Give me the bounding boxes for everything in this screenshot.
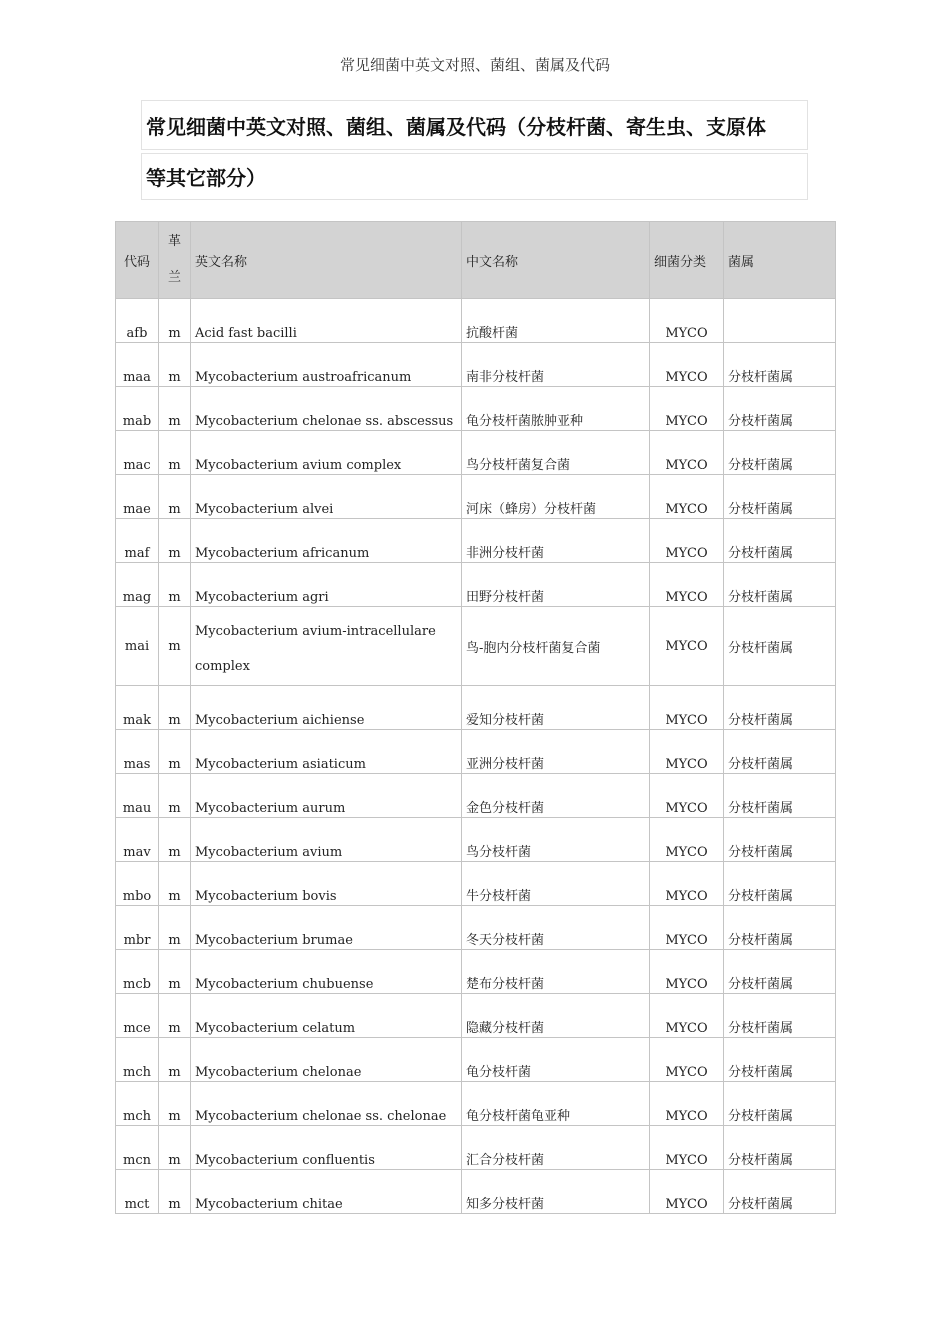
cell-gram: m bbox=[159, 906, 191, 950]
cell-chinese-name: 冬天分枝杆菌 bbox=[462, 906, 650, 950]
cell-code: mch bbox=[116, 1038, 159, 1082]
cell-classification: MYCO bbox=[650, 607, 724, 686]
cell-genus: 分枝杆菌属 bbox=[724, 1126, 836, 1170]
cell-classification: MYCO bbox=[650, 1170, 724, 1214]
table-row bbox=[116, 607, 836, 686]
cell-gram: m bbox=[159, 563, 191, 607]
cell-code: maa bbox=[116, 343, 159, 387]
table-row bbox=[116, 299, 836, 343]
cell-classification: MYCO bbox=[650, 563, 724, 607]
cell-classification: MYCO bbox=[650, 686, 724, 730]
cell-gram: m bbox=[159, 1170, 191, 1214]
cell-genus: 分枝杆菌属 bbox=[724, 607, 836, 686]
table-row bbox=[116, 1126, 836, 1170]
cell-chinese-name: 非洲分枝杆菌 bbox=[462, 519, 650, 563]
header-english-name: 英文名称 bbox=[191, 222, 462, 299]
cell-genus: 分枝杆菌属 bbox=[724, 774, 836, 818]
cell-code: mai bbox=[116, 607, 159, 686]
cell-gram: m bbox=[159, 950, 191, 994]
cell-chinese-name: 南非分枝杆菌 bbox=[462, 343, 650, 387]
header-chinese-name: 中文名称 bbox=[462, 222, 650, 299]
cell-genus: 分枝杆菌属 bbox=[724, 387, 836, 431]
cell-english-name: Mycobacterium austroafricanum bbox=[191, 343, 462, 387]
table-row bbox=[116, 950, 836, 994]
cell-gram: m bbox=[159, 431, 191, 475]
cell-code: mak bbox=[116, 686, 159, 730]
cell-gram: m bbox=[159, 1126, 191, 1170]
cell-chinese-name: 汇合分枝杆菌 bbox=[462, 1126, 650, 1170]
cell-code: mbr bbox=[116, 906, 159, 950]
cell-chinese-name: 鸟分枝杆菌复合菌 bbox=[462, 431, 650, 475]
cell-english-name: Mycobacterium alvei bbox=[191, 475, 462, 519]
header-gram bbox=[159, 222, 191, 299]
table-row bbox=[116, 686, 836, 730]
cell-english-name: Acid fast bacilli bbox=[191, 299, 462, 343]
cell-gram: m bbox=[159, 519, 191, 563]
cell-genus: 分枝杆菌属 bbox=[724, 906, 836, 950]
cell-classification: MYCO bbox=[650, 475, 724, 519]
cell-chinese-name: 爱知分枝杆菌 bbox=[462, 686, 650, 730]
cell-gram: m bbox=[159, 994, 191, 1038]
cell-english-name: Mycobacterium aurum bbox=[191, 774, 462, 818]
header-classification: 细菌分类 bbox=[650, 222, 724, 299]
document-title-line-1: 常见细菌中英文对照、菌组、菌属及代码（分枝杆菌、寄生虫、支原体 bbox=[141, 100, 808, 150]
cell-chinese-name: 鸟分枝杆菌 bbox=[462, 818, 650, 862]
cell-english-name: Mycobacterium chelonae bbox=[191, 1038, 462, 1082]
cell-chinese-name: 龟分枝杆菌龟亚种 bbox=[462, 1082, 650, 1126]
cell-code: mau bbox=[116, 774, 159, 818]
cell-chinese-name: 抗酸杆菌 bbox=[462, 299, 650, 343]
cell-english-name: Mycobacterium confluentis bbox=[191, 1126, 462, 1170]
cell-english-name-line-2: complex bbox=[195, 659, 250, 674]
cell-classification: MYCO bbox=[650, 1038, 724, 1082]
cell-chinese-name: 楚布分枝杆菌 bbox=[462, 950, 650, 994]
cell-genus: 分枝杆菌属 bbox=[724, 950, 836, 994]
cell-chinese-name: 知多分枝杆菌 bbox=[462, 1170, 650, 1214]
cell-classification: MYCO bbox=[650, 519, 724, 563]
cell-english-name bbox=[191, 607, 462, 686]
cell-chinese-name: 河床（蜂房）分枝杆菌 bbox=[462, 475, 650, 519]
cell-code: mcn bbox=[116, 1126, 159, 1170]
cell-code: afb bbox=[116, 299, 159, 343]
cell-chinese-name: 鸟-胞内分枝杆菌复合菌 bbox=[462, 607, 650, 686]
cell-chinese-name: 牛分枝杆菌 bbox=[462, 862, 650, 906]
cell-english-name: Mycobacterium chitae bbox=[191, 1170, 462, 1214]
cell-gram: m bbox=[159, 730, 191, 774]
cell-chinese-name: 亚洲分枝杆菌 bbox=[462, 730, 650, 774]
table-row bbox=[116, 387, 836, 431]
cell-english-name: Mycobacterium bovis bbox=[191, 862, 462, 906]
cell-genus: 分枝杆菌属 bbox=[724, 519, 836, 563]
cell-english-name: Mycobacterium avium bbox=[191, 818, 462, 862]
table-header-row bbox=[116, 222, 836, 299]
cell-gram: m bbox=[159, 607, 191, 686]
cell-classification: MYCO bbox=[650, 299, 724, 343]
cell-classification: MYCO bbox=[650, 774, 724, 818]
cell-chinese-name: 龟分枝杆菌 bbox=[462, 1038, 650, 1082]
cell-code: mac bbox=[116, 431, 159, 475]
cell-gram: m bbox=[159, 1038, 191, 1082]
running-header: 常见细菌中英文对照、菌组、菌属及代码 bbox=[339, 56, 610, 74]
cell-english-name: Mycobacterium avium complex bbox=[191, 431, 462, 475]
table-row bbox=[116, 730, 836, 774]
cell-chinese-name: 金色分枝杆菌 bbox=[462, 774, 650, 818]
cell-chinese-name: 隐藏分枝杆菌 bbox=[462, 994, 650, 1038]
cell-code: mce bbox=[116, 994, 159, 1038]
cell-gram: m bbox=[159, 686, 191, 730]
cell-code: mas bbox=[116, 730, 159, 774]
table-row bbox=[116, 818, 836, 862]
cell-code: mae bbox=[116, 475, 159, 519]
cell-gram: m bbox=[159, 862, 191, 906]
table-row bbox=[116, 1170, 836, 1214]
cell-classification: MYCO bbox=[650, 343, 724, 387]
cell-classification: MYCO bbox=[650, 818, 724, 862]
cell-classification: MYCO bbox=[650, 431, 724, 475]
table-row bbox=[116, 431, 836, 475]
table-row bbox=[116, 563, 836, 607]
header-genus: 菌属 bbox=[724, 222, 836, 299]
cell-genus: 分枝杆菌属 bbox=[724, 862, 836, 906]
cell-code: mab bbox=[116, 387, 159, 431]
document-title-line-2: 等其它部分） bbox=[141, 153, 808, 200]
cell-english-name-line-1: Mycobacterium avium-intracellulare bbox=[195, 624, 436, 639]
cell-english-name: Mycobacterium celatum bbox=[191, 994, 462, 1038]
cell-genus: 分枝杆菌属 bbox=[724, 994, 836, 1038]
cell-chinese-name: 田野分枝杆菌 bbox=[462, 563, 650, 607]
cell-genus: 分枝杆菌属 bbox=[724, 1170, 836, 1214]
cell-classification: MYCO bbox=[650, 862, 724, 906]
header-gram-bottom: 兰 bbox=[167, 270, 181, 285]
table-row bbox=[116, 475, 836, 519]
cell-classification: MYCO bbox=[650, 387, 724, 431]
cell-code: maf bbox=[116, 519, 159, 563]
cell-genus: 分枝杆菌属 bbox=[724, 563, 836, 607]
table-row bbox=[116, 862, 836, 906]
cell-classification: MYCO bbox=[650, 730, 724, 774]
table-row bbox=[116, 774, 836, 818]
cell-gram: m bbox=[159, 774, 191, 818]
cell-genus: 分枝杆菌属 bbox=[724, 343, 836, 387]
table-row bbox=[116, 1082, 836, 1126]
cell-code: mct bbox=[116, 1170, 159, 1214]
cell-genus: 分枝杆菌属 bbox=[724, 730, 836, 774]
cell-classification: MYCO bbox=[650, 1126, 724, 1170]
bacteria-table bbox=[115, 221, 836, 1214]
table-row bbox=[116, 1038, 836, 1082]
cell-classification: MYCO bbox=[650, 994, 724, 1038]
cell-english-name: Mycobacterium brumae bbox=[191, 906, 462, 950]
cell-genus: 分枝杆菌属 bbox=[724, 1082, 836, 1126]
header-gram-top: 革 bbox=[167, 234, 181, 249]
table-row bbox=[116, 994, 836, 1038]
cell-english-name: Mycobacterium agri bbox=[191, 563, 462, 607]
cell-english-name: Mycobacterium chelonae ss. abscessus bbox=[191, 387, 462, 431]
cell-genus: 分枝杆菌属 bbox=[724, 475, 836, 519]
cell-chinese-name: 龟分枝杆菌脓肿亚种 bbox=[462, 387, 650, 431]
cell-english-name: Mycobacterium asiaticum bbox=[191, 730, 462, 774]
cell-gram: m bbox=[159, 299, 191, 343]
cell-classification: MYCO bbox=[650, 950, 724, 994]
cell-gram: m bbox=[159, 475, 191, 519]
cell-code: mbo bbox=[116, 862, 159, 906]
cell-english-name: Mycobacterium africanum bbox=[191, 519, 462, 563]
table-row bbox=[116, 343, 836, 387]
header-code: 代码 bbox=[116, 222, 159, 299]
cell-code: mcb bbox=[116, 950, 159, 994]
cell-classification: MYCO bbox=[650, 1082, 724, 1126]
cell-gram: m bbox=[159, 1082, 191, 1126]
cell-genus bbox=[724, 299, 836, 343]
cell-gram: m bbox=[159, 818, 191, 862]
cell-gram: m bbox=[159, 343, 191, 387]
cell-genus: 分枝杆菌属 bbox=[724, 1038, 836, 1082]
cell-english-name: Mycobacterium aichiense bbox=[191, 686, 462, 730]
cell-english-name: Mycobacterium chelonae ss. chelonae bbox=[191, 1082, 462, 1126]
cell-code: mav bbox=[116, 818, 159, 862]
table-row bbox=[116, 519, 836, 563]
cell-classification: MYCO bbox=[650, 906, 724, 950]
cell-code: mag bbox=[116, 563, 159, 607]
cell-genus: 分枝杆菌属 bbox=[724, 431, 836, 475]
cell-english-name: Mycobacterium chubuense bbox=[191, 950, 462, 994]
cell-code: mch bbox=[116, 1082, 159, 1126]
cell-genus: 分枝杆菌属 bbox=[724, 818, 836, 862]
cell-genus: 分枝杆菌属 bbox=[724, 686, 836, 730]
cell-gram: m bbox=[159, 387, 191, 431]
table-row bbox=[116, 906, 836, 950]
